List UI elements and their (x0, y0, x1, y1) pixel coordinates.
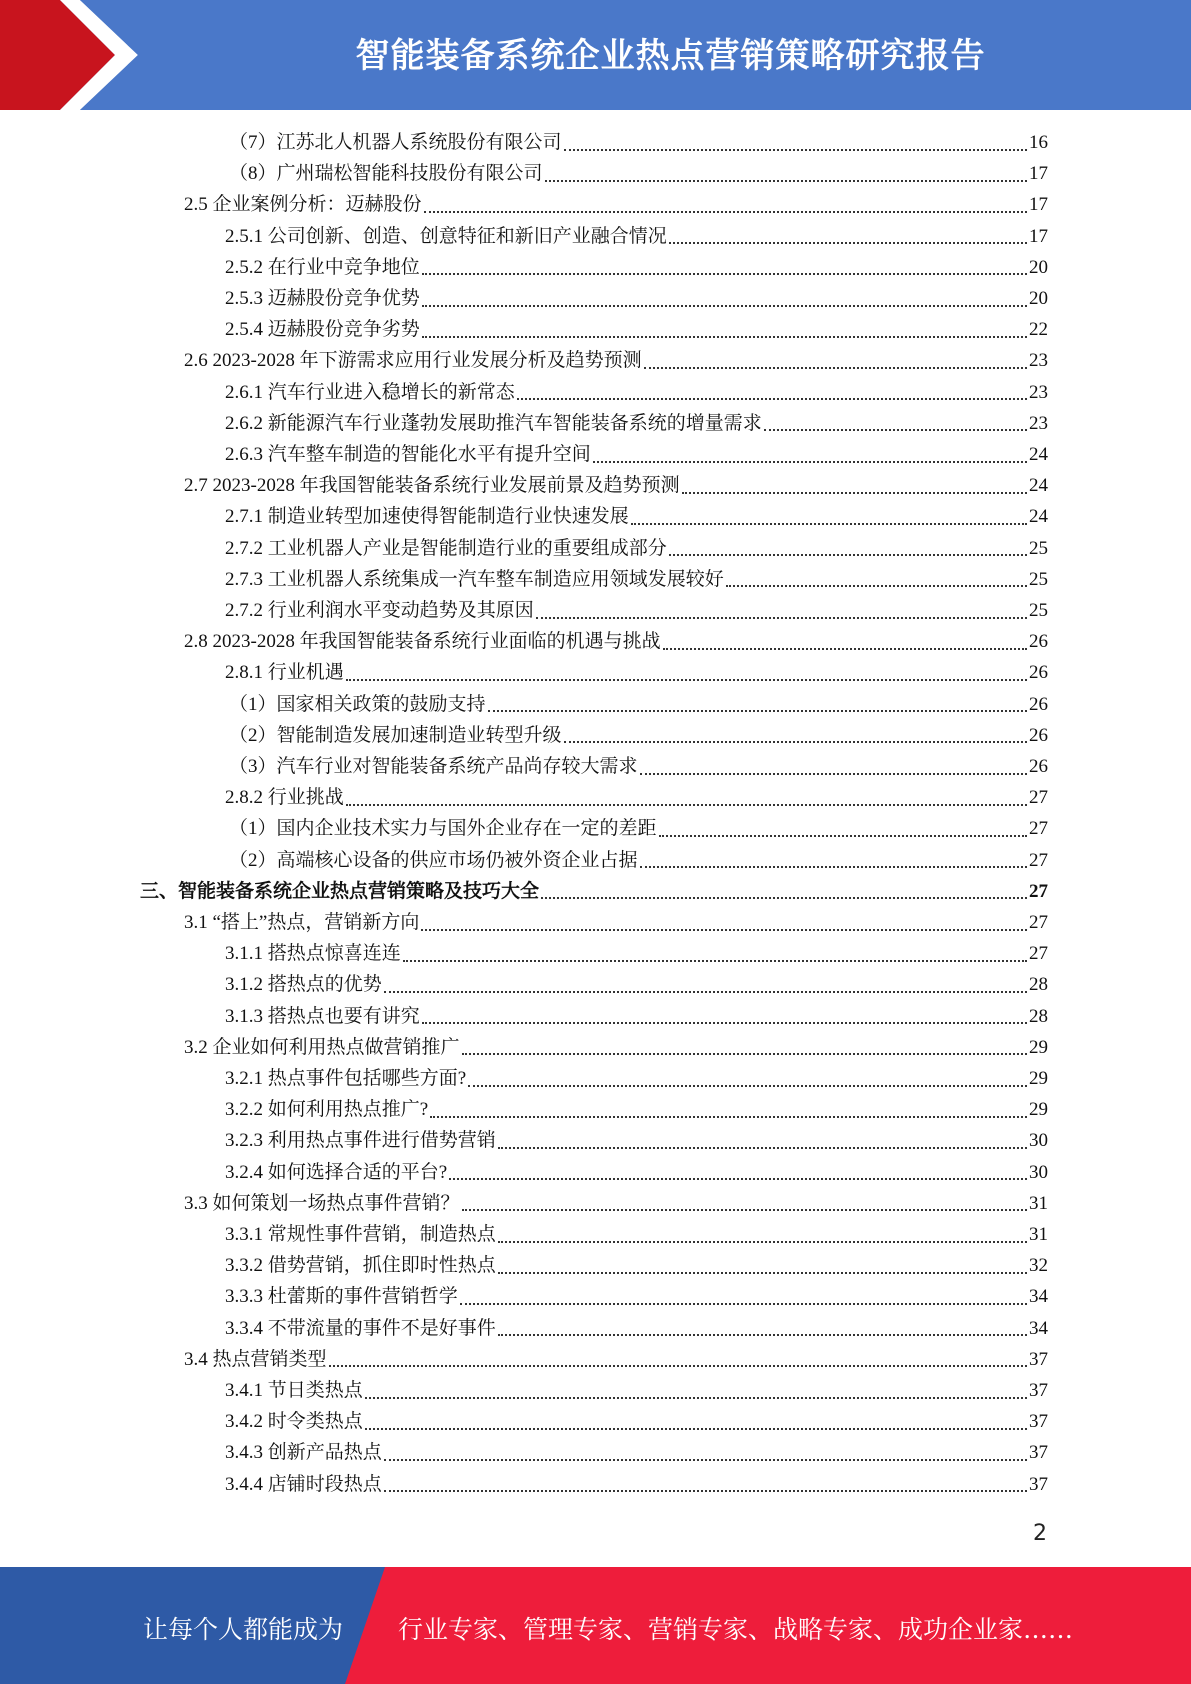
toc-entry-title: 3.2 企业如何利用热点做营销推广 (184, 1036, 460, 1058)
toc-entry-title: （7）江苏北人机器人系统股份有限公司 (229, 132, 562, 153)
toc-entry[interactable] (225, 1157, 1048, 1188)
toc-entry[interactable] (184, 626, 1048, 657)
toc-entry-title: （3）汽车行业对智能装备系统产品尚存较大需求 (229, 756, 638, 777)
toc-entry-title: 2.5 企业案例分析：迈赫股份 (184, 194, 422, 216)
toc-entry-title: 3.3 如何策划一场热点事件营销？ (184, 1192, 460, 1214)
footer-slogan-left: 让每个人都能成为 (143, 1615, 344, 1644)
toc-entry-title: 3.1.2 搭热点的优势 (225, 974, 382, 996)
toc-entry-page: 22 (1029, 319, 1048, 341)
toc-leader-dots (498, 1272, 1027, 1274)
toc-entry[interactable] (229, 845, 1048, 876)
toc-entry-title: （1）国家相关政策的鼓励支持 (229, 693, 486, 715)
toc-entry[interactable] (184, 1032, 1048, 1063)
toc-entry-page: 30 (1029, 1130, 1048, 1152)
toc-leader-dots (593, 461, 1027, 463)
toc-entry-page: 24 (1029, 506, 1048, 528)
footer-slogan-right: 行业专家、管理专家、营销专家、战略专家、成功企业家…… (398, 1615, 1074, 1644)
toc-entry[interactable] (225, 408, 1048, 439)
toc-leader-dots (422, 336, 1027, 338)
toc-entry[interactable] (184, 345, 1048, 376)
toc-entry-page: 27 (1029, 912, 1048, 933)
toc-entry[interactable] (225, 782, 1048, 813)
toc-entry-page: 29 (1029, 1068, 1048, 1089)
toc-entry[interactable] (225, 283, 1048, 314)
toc-entry-page: 23 (1029, 381, 1048, 403)
toc-entry-title: 2.6.1 汽车行业进入稳增长的新常态 (225, 381, 515, 403)
toc-entry-page: 27 (1029, 787, 1048, 809)
toc-entry-title: 3.2.3 利用热点事件进行借势营销 (225, 1130, 496, 1152)
toc-entry-title: 2.5.2 在行业中竞争地位 (225, 256, 420, 278)
toc-entry-page: 37 (1029, 1348, 1048, 1370)
toc-leader-dots (346, 679, 1027, 681)
toc-entry-page: 17 (1029, 225, 1048, 247)
toc-entry-title: 2.6.3 汽车整车制造的智能化水平有提升空间 (225, 444, 591, 465)
toc-entry[interactable] (225, 1219, 1048, 1250)
toc-entry-title: 3.3.3 杜蕾斯的事件营销哲学 (225, 1286, 458, 1308)
toc-leader-dots (659, 835, 1027, 837)
toc-entry-page: 27 (1029, 943, 1048, 965)
page-number: 2 (1033, 1521, 1047, 1546)
toc-leader-dots (726, 585, 1027, 587)
toc-leader-dots (498, 1241, 1027, 1243)
toc-entry-title: 3.4.1 节日类热点 (225, 1380, 363, 1401)
toc-entry[interactable] (225, 1001, 1048, 1032)
toc-entry-page: 26 (1029, 662, 1048, 684)
page-header (0, 0, 1191, 110)
toc-entry[interactable] (184, 907, 1048, 938)
toc-leader-dots (384, 1459, 1027, 1461)
toc-entry-page: 32 (1029, 1255, 1048, 1277)
toc-entry-title: 3.2.4 如何选择合适的平台? (225, 1161, 448, 1183)
toc-entry-title: 2.7.2 行业利润水平变动趋势及其原因 (225, 600, 534, 621)
toc-entry-title: 3.2.1 热点事件包括哪些方面? (225, 1068, 467, 1089)
toc-entry[interactable] (229, 689, 1048, 720)
toc-entry[interactable] (225, 1281, 1048, 1312)
toc-entry[interactable] (225, 1125, 1048, 1156)
toc-entry[interactable] (225, 1094, 1048, 1125)
toc-leader-dots (430, 1116, 1027, 1118)
toc-leader-dots (462, 1209, 1027, 1211)
toc-leader-dots (682, 492, 1027, 494)
toc-entry[interactable] (140, 876, 1048, 907)
toc-entry[interactable] (225, 595, 1048, 626)
toc-entry-page: 37 (1029, 1473, 1048, 1495)
toc-entry[interactable] (225, 1437, 1048, 1468)
toc-leader-dots (564, 149, 1027, 151)
toc-entry-title: 2.8.1 行业机遇 (225, 662, 344, 684)
toc-entry[interactable] (225, 252, 1048, 283)
toc-entry-page: 34 (1029, 1286, 1048, 1308)
toc-entry-page: 16 (1029, 132, 1048, 153)
toc-entry-page: 26 (1029, 631, 1048, 653)
header-arrow-decoration (0, 0, 150, 110)
toc-leader-dots (498, 1147, 1027, 1149)
toc-leader-dots (403, 960, 1027, 962)
toc-entry-title: 3.4.2 时令类热点 (225, 1411, 363, 1433)
toc-entry-title: 3.4 热点营销类型 (184, 1348, 327, 1370)
toc-leader-dots (669, 554, 1027, 556)
toc-leader-dots (536, 617, 1027, 619)
toc-leader-dots (541, 897, 1027, 899)
toc-entry-page: 25 (1029, 537, 1048, 559)
toc-entry[interactable] (225, 657, 1048, 688)
toc-entry[interactable] (229, 127, 1048, 158)
toc-entry[interactable] (225, 314, 1048, 345)
toc-entry[interactable] (229, 158, 1048, 189)
toc-entry[interactable] (225, 1406, 1048, 1437)
toc-entry-title: 2.6.2 新能源汽车行业蓬勃发展助推汽车智能装备系统的增量需求 (225, 412, 762, 434)
toc-entry-title: 2.7.3 工业机器人系统集成一汽车整车制造应用领域发展较好 (225, 568, 724, 590)
toc-entry-page: 23 (1029, 412, 1048, 434)
toc-entry-page: 29 (1029, 1036, 1048, 1058)
toc-entry[interactable] (184, 1188, 1048, 1219)
toc-entry-page: 27 (1029, 880, 1048, 902)
toc-entry[interactable] (225, 377, 1048, 408)
toc-entry-title: （2）智能制造发展加速制造业转型升级 (229, 724, 562, 746)
toc-entry-page: 23 (1029, 350, 1048, 372)
toc-entry[interactable] (184, 1344, 1048, 1375)
toc-leader-dots (498, 1334, 1027, 1336)
toc-entry-page: 17 (1029, 163, 1048, 185)
toc-entry[interactable] (225, 1469, 1048, 1500)
toc-leader-dots (422, 273, 1027, 275)
report-title: 智能装备系统企业热点营销策略研究报告 (355, 35, 986, 76)
toc-entry-title: 3.4.3 创新产品热点 (225, 1442, 382, 1464)
toc-entry-title: 3.1.3 搭热点也要有讲究 (225, 1005, 420, 1027)
toc-entry-page: 26 (1029, 693, 1048, 715)
toc-entry[interactable] (225, 1063, 1048, 1094)
toc-entry-title: 2.7 2023-2028 年我国智能装备系统行业发展前景及趋势预测 (184, 475, 680, 497)
toc-entry-page: 25 (1029, 568, 1048, 590)
toc-entry-page: 20 (1029, 288, 1048, 309)
toc-entry-page: 27 (1029, 818, 1048, 840)
toc-entry[interactable] (225, 221, 1048, 252)
toc-entry[interactable] (184, 470, 1048, 501)
toc-entry-page: 37 (1029, 1380, 1048, 1401)
toc-entry-title: （8）广州瑞松智能科技股份有限公司 (229, 163, 543, 185)
toc-entry[interactable] (225, 1375, 1048, 1406)
toc-leader-dots (460, 1303, 1027, 1305)
toc-entry-page: 31 (1029, 1192, 1048, 1214)
toc-entry-page: 28 (1029, 974, 1048, 996)
toc-leader-dots (384, 991, 1027, 993)
toc-leader-dots (663, 648, 1027, 650)
toc-entry[interactable] (229, 751, 1048, 782)
toc-entry-page: 34 (1029, 1317, 1048, 1339)
toc-leader-dots (764, 429, 1027, 431)
toc-entry-title: 3.2.2 如何利用热点推广? (225, 1099, 429, 1121)
toc-entry[interactable] (229, 813, 1048, 844)
toc-entry-title: 2.8 2023-2028 年我国智能装备系统行业面临的机遇与挑战 (184, 631, 661, 653)
toc-entry[interactable] (225, 969, 1048, 1000)
toc-entry-title: 2.5.3 迈赫股份竞争优势 (225, 288, 420, 309)
toc-leader-dots (640, 866, 1027, 868)
toc-entry[interactable] (184, 189, 1048, 220)
toc-leader-dots (640, 773, 1027, 775)
toc-entry-page: 29 (1029, 1099, 1048, 1121)
toc-entry-title: （1）国内企业技术实力与国外企业存在一定的差距 (229, 818, 657, 840)
toc-leader-dots (669, 242, 1027, 244)
toc-entry[interactable] (225, 1313, 1048, 1344)
toc-entry-page: 31 (1029, 1224, 1048, 1245)
toc-leader-dots (449, 1178, 1027, 1180)
toc-entry-page: 26 (1029, 724, 1048, 746)
toc-entry-page: 30 (1029, 1161, 1048, 1183)
toc-entry-title: 3.4.4 店铺时段热点 (225, 1473, 382, 1495)
toc-leader-dots (564, 741, 1027, 743)
toc-entry-title: 3.1 “搭上”热点，营销新方向 (184, 912, 420, 933)
toc-entry-page: 24 (1029, 475, 1048, 497)
toc-entry-title: 三、智能装备系统企业热点营销策略及技巧大全 (140, 880, 540, 902)
toc-entry[interactable] (225, 938, 1048, 969)
toc-entry-page: 26 (1029, 756, 1048, 777)
toc-entry[interactable] (225, 564, 1048, 595)
toc-leader-dots (384, 1490, 1027, 1492)
toc-entry[interactable] (225, 533, 1048, 564)
toc-leader-dots (644, 367, 1027, 369)
toc-leader-dots (424, 211, 1027, 213)
toc-entry-page: 28 (1029, 1005, 1048, 1027)
toc-entry-title: 3.1.1 搭热点惊喜连连 (225, 943, 401, 965)
toc-entry-title: 3.3.4 不带流量的事件不是好事件 (225, 1317, 496, 1339)
toc-entry-title: 2.7.1 制造业转型加速使得智能制造行业快速发展 (225, 506, 629, 528)
toc-entry-page: 17 (1029, 194, 1048, 216)
toc-leader-dots (421, 929, 1027, 931)
toc-leader-dots (365, 1428, 1027, 1430)
toc-entry-title: 2.8.2 行业挑战 (225, 787, 344, 809)
toc-entry[interactable] (225, 439, 1048, 470)
toc-entry-title: 2.6 2023-2028 年下游需求应用行业发展分析及趋势预测 (184, 350, 642, 372)
toc-leader-dots (422, 305, 1027, 307)
toc-leader-dots (346, 804, 1027, 806)
toc-leader-dots (329, 1365, 1027, 1367)
toc-leader-dots (422, 1022, 1027, 1024)
toc-entry-page: 20 (1029, 256, 1048, 278)
toc-leader-dots (631, 523, 1027, 525)
toc-entry-title: 2.5.4 迈赫股份竞争劣势 (225, 319, 420, 341)
toc-entry-page: 37 (1029, 1411, 1048, 1433)
toc-entry-page: 27 (1029, 849, 1048, 871)
toc-entry-page: 24 (1029, 444, 1048, 465)
toc-entry-page: 25 (1029, 600, 1048, 621)
toc-leader-dots (488, 710, 1027, 712)
toc-leader-dots (462, 1053, 1027, 1055)
toc-leader-dots (517, 398, 1027, 400)
toc-leader-dots (545, 180, 1027, 182)
toc-entry[interactable] (225, 1250, 1048, 1281)
toc-entry-title: 2.7.2 工业机器人产业是智能制造行业的重要组成部分 (225, 537, 667, 559)
toc-entry-title: 3.3.2 借势营销，抓住即时性热点 (225, 1255, 496, 1277)
toc-entry-title: 3.3.1 常规性事件营销，制造热点 (225, 1224, 496, 1245)
toc-entry-title: （2）高端核心设备的供应市场仍被外资企业占据 (229, 849, 638, 871)
toc-entry[interactable] (225, 501, 1048, 532)
toc-leader-dots (468, 1085, 1027, 1087)
toc-entry-title: 2.5.1 公司创新、创造、创意特征和新旧产业融合情况 (225, 225, 667, 247)
toc-entry[interactable] (229, 720, 1048, 751)
toc-leader-dots (365, 1397, 1027, 1399)
toc-entry-page: 37 (1029, 1442, 1048, 1464)
